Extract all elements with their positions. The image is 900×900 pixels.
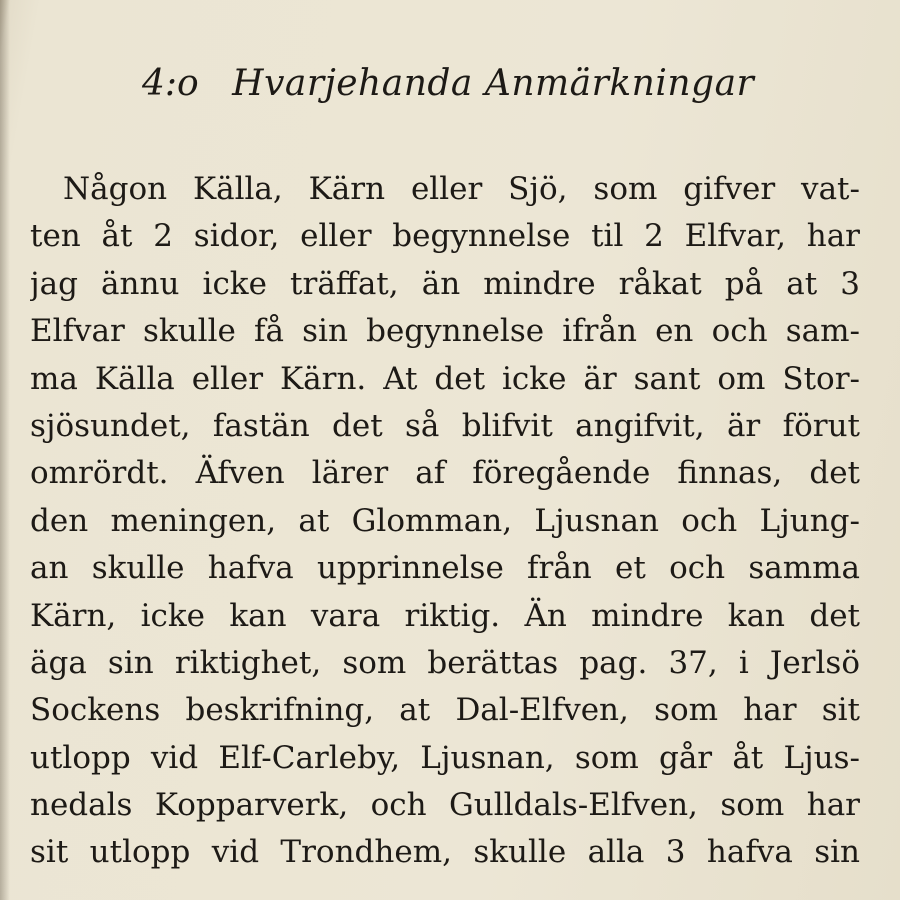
text-line: utlopp vid Elf-Carleby, Ljusnan, som går åt Ljus-: [30, 739, 860, 776]
text-line: omrördt. Äfven lärer af föregående finnas, det: [30, 455, 860, 492]
body-paragraph: [30, 166, 860, 877]
text-line: nedals Kopparverk, och Gulldals-Elfven, som har: [30, 787, 860, 824]
running-head: [142, 60, 762, 108]
text-line: äga sin riktighet, som berättas pag. 37, i Jerlsö: [30, 644, 860, 681]
text-line: ma Källa eller Kärn. At det icke är sant om Stor-: [30, 360, 860, 397]
text-line: Sockens beskrifning, at Dal-Elfven, som har sit: [30, 692, 860, 729]
section-title: Hvarjehanda Anmärkningar: [232, 63, 755, 104]
text-line: jag ännu icke träffat, än mindre råkat på at 3: [30, 265, 860, 302]
text-line: Kärn, icke kan vara riktig. Än mindre kan det: [30, 597, 860, 634]
section-number: 4:o: [142, 63, 199, 104]
page-gutter-shadow: [0, 0, 10, 900]
text-line: sit utlopp vid Trondhem, skulle alla 3 hafva sin: [30, 834, 860, 871]
text-line: Någon Källa, Kärn eller Sjö, som gifver vat-: [63, 171, 860, 207]
text-line: an skulle hafva upprinnelse från et och samma: [30, 550, 860, 587]
text-line: den meningen, at Glomman, Ljusnan och Ljung-: [30, 502, 860, 539]
text-line: ten åt 2 sidor, eller begynnelse til 2 Elfvar, har: [30, 218, 860, 255]
text-line: Elfvar skulle få sin begynnelse ifrån en och sam-: [30, 313, 860, 350]
text-line: sjösundet, fastän det så blifvit angifvit, är förut: [30, 407, 860, 444]
